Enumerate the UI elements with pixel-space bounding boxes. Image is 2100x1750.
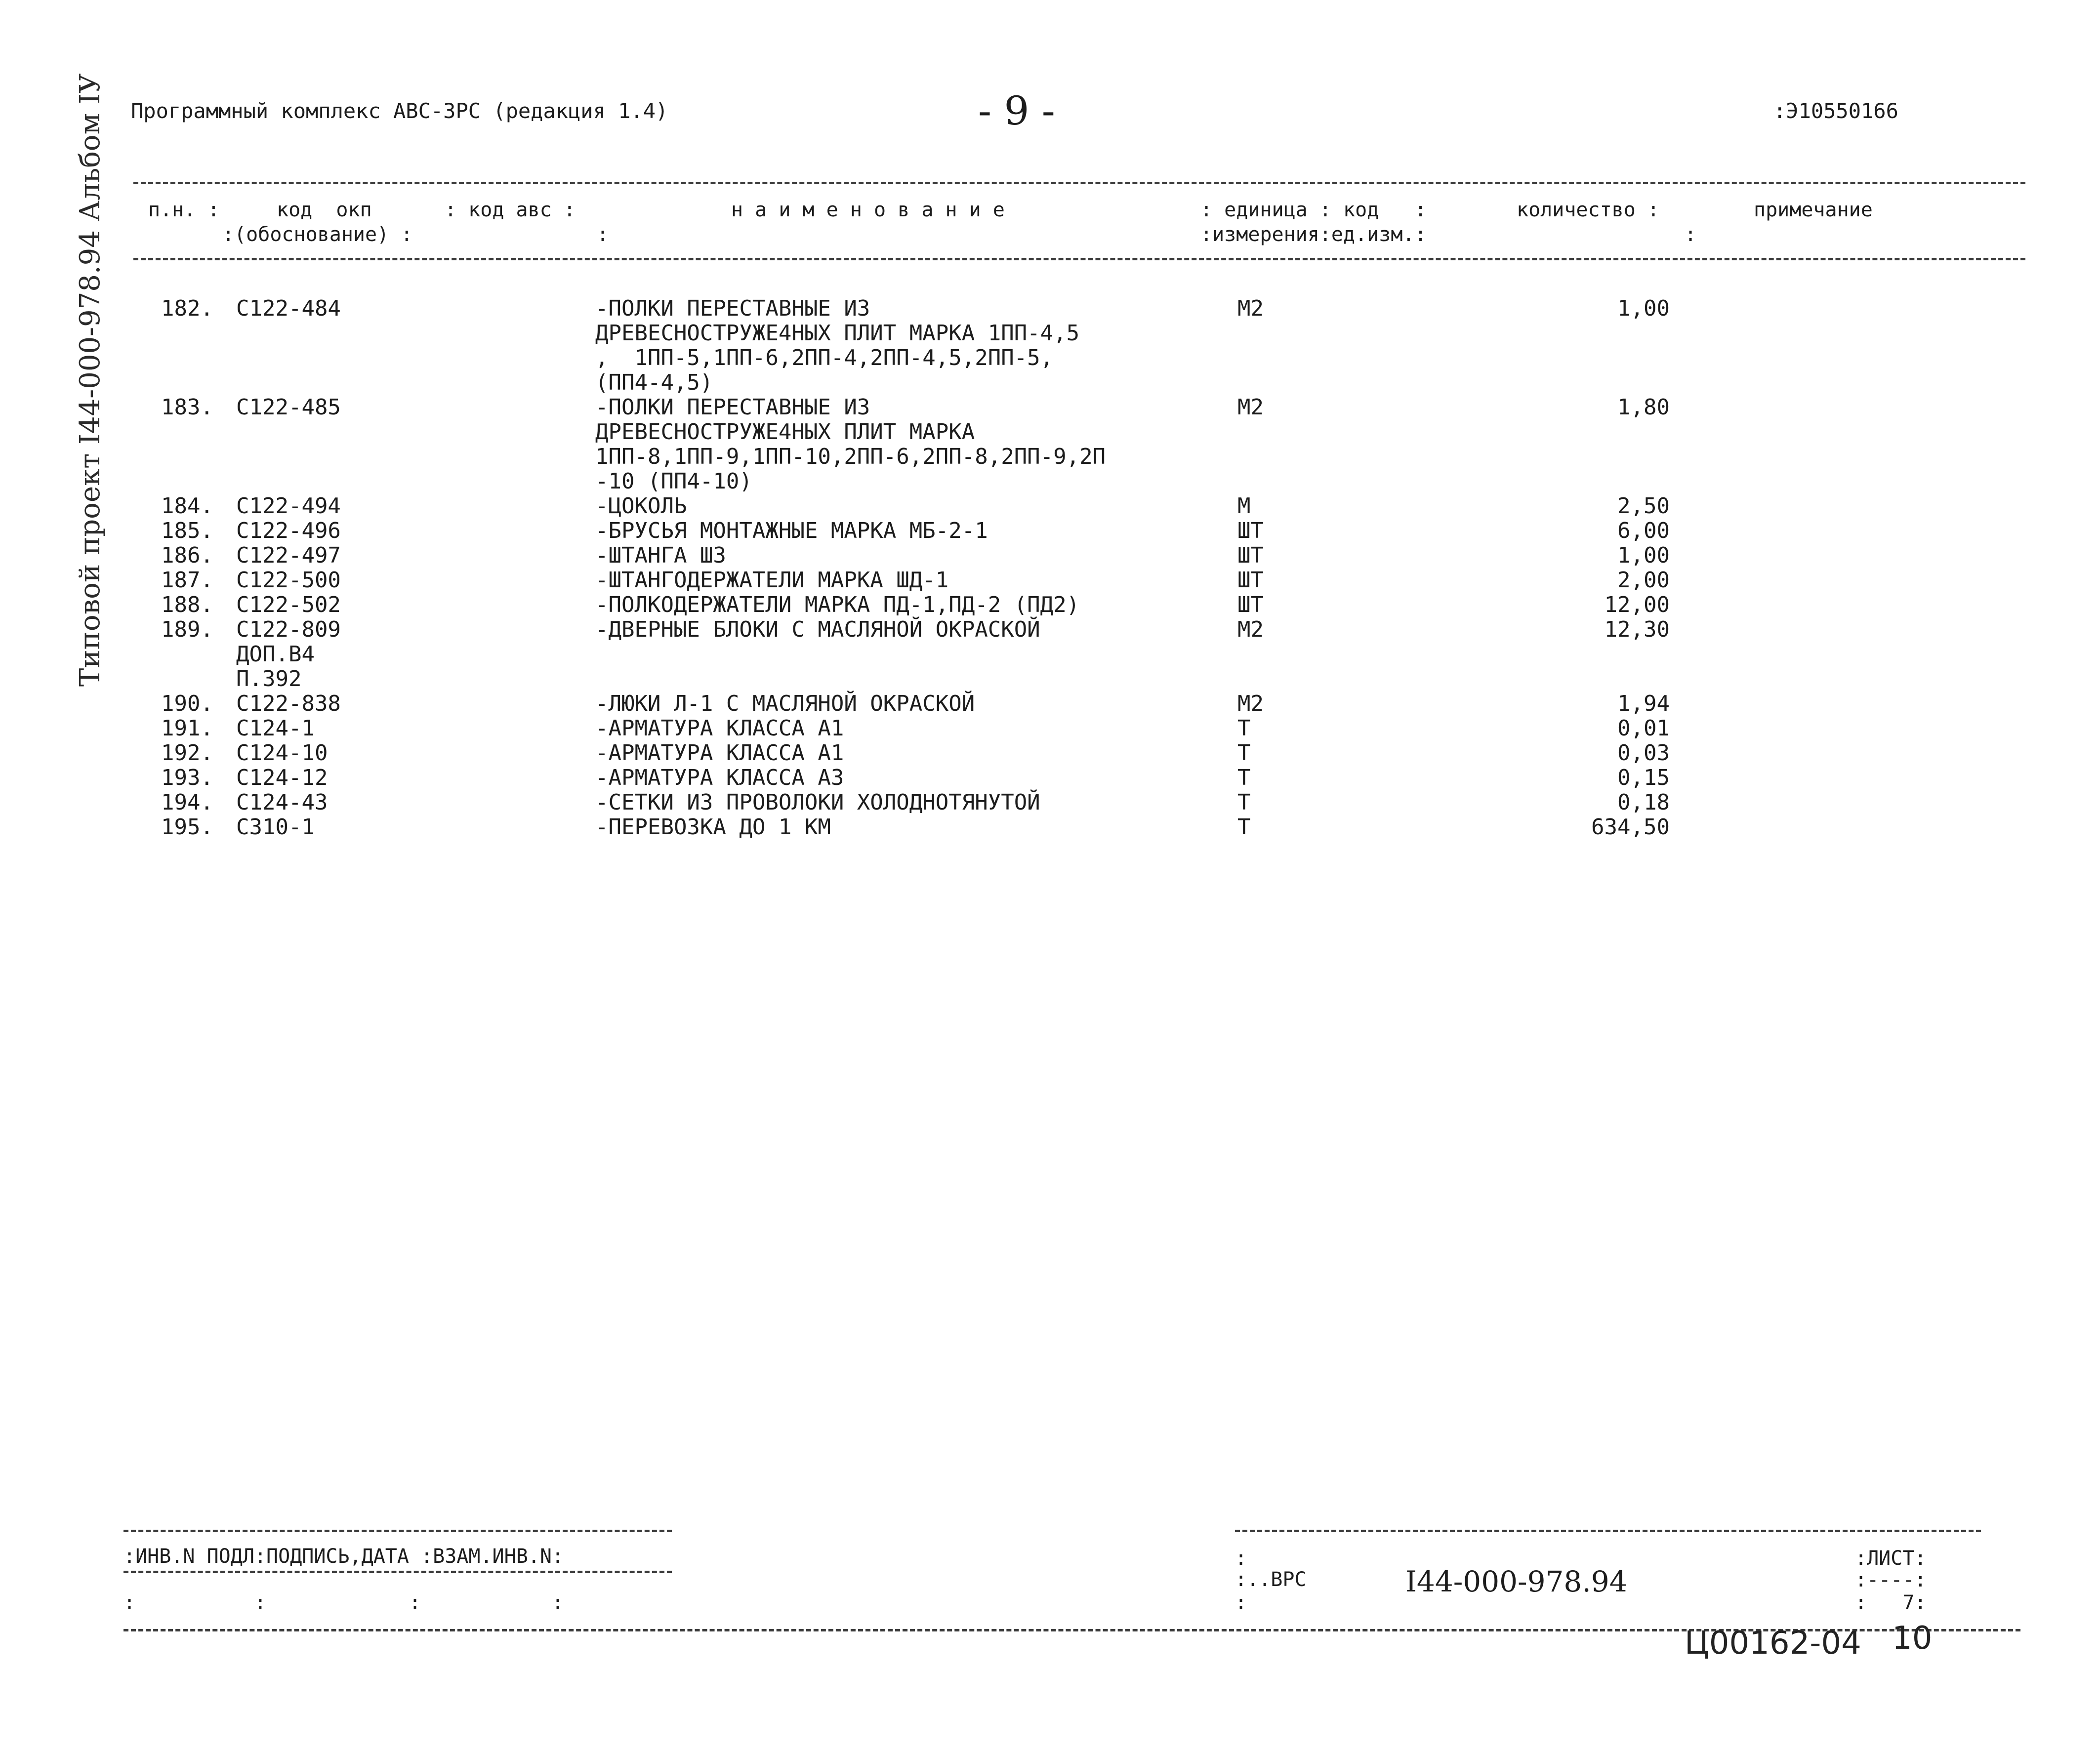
row-name-line: -АРМАТУРА КЛАССА А1 (595, 716, 844, 741)
row-quantity: 1,80 (1617, 395, 1670, 420)
program-title: Программный комплекс АВС-3РС (редакция 1.4) (131, 99, 668, 123)
row-number: 192. (161, 740, 213, 766)
row-code-extra: П.392 (236, 666, 302, 692)
row-quantity: 2,00 (1617, 568, 1670, 593)
row-code: С124-1 (236, 716, 315, 741)
row-quantity: 0,01 (1617, 716, 1670, 741)
row-code: С122-494 (236, 493, 341, 519)
row-quantity: 0,18 (1617, 790, 1670, 815)
stamp-right-mark-top: : (1235, 1547, 1247, 1570)
row-code: С122-838 (236, 691, 341, 716)
row-quantity: 1,94 (1617, 691, 1670, 716)
side-album-label: Типовой проект I44-000-978.94 Альбом IУ (74, 73, 106, 687)
row-unit: ШТ (1237, 543, 1264, 568)
row-unit: ШТ (1237, 518, 1264, 543)
row-code: С122-496 (236, 518, 341, 543)
row-name-line: -АРМАТУРА КЛАССА А3 (595, 765, 844, 790)
stamp-right-top-rule (1235, 1530, 1981, 1532)
row-quantity: 12,00 (1604, 592, 1670, 617)
row-unit: Т (1237, 814, 1251, 840)
sheet-separator: :----: (1855, 1569, 1927, 1591)
row-quantity: 634,50 (1591, 814, 1670, 840)
row-number: 195. (161, 814, 213, 840)
page-number: - 9 - (978, 88, 1055, 134)
row-number: 185. (161, 518, 213, 543)
row-quantity: 1,00 (1617, 543, 1670, 568)
row-name-line: -ШТАНГОДЕРЖАТЕЛИ МАРКА ШД-1 (595, 568, 949, 593)
stamp-left-top-rule (124, 1530, 672, 1532)
row-quantity: 1,00 (1617, 296, 1670, 321)
col-unit-header-2: :измерения:ед.изм.: (1200, 223, 1427, 246)
row-name-line: -ЛЮКИ Л-1 С МАСЛЯНОЙ ОКРАСКОЙ (595, 691, 975, 716)
handwritten-archive-number: Ц00162-04 (1685, 1625, 1861, 1662)
sheet-label: :ЛИСТ: (1855, 1547, 1927, 1570)
row-code: С122-485 (236, 395, 341, 420)
row-code: С122-502 (236, 592, 341, 617)
col-pn-header: п.н. : (148, 199, 220, 221)
col-okp-header: код окп (277, 199, 372, 221)
row-name-line: -СЕТКИ ИЗ ПРОВОЛОКИ ХОЛОДНОТЯНУТОЙ (595, 790, 1040, 815)
row-name-line: -БРУСЬЯ МОНТАЖНЫЕ МАРКА МБ-2-1 (595, 518, 988, 543)
row-quantity: 12,30 (1604, 617, 1670, 642)
row-code-extra: ДОП.В4 (236, 642, 315, 667)
col-unit-header: : единица : код : (1200, 199, 1427, 221)
row-code: С122-809 (236, 617, 341, 642)
row-quantity: 6,00 (1617, 518, 1670, 543)
row-unit: М2 (1237, 395, 1264, 420)
row-code: С122-497 (236, 543, 341, 568)
row-name-line: -ПОЛКОДЕРЖАТЕЛИ МАРКА ПД-1,ПД-2 (ПД2) (595, 592, 1080, 617)
row-code: С310-1 (236, 814, 315, 840)
row-name-line: ДРЕВЕСНОСТРУЖЕ4НЫХ ПЛИТ МАРКА 1ПП-4,5 (595, 321, 1080, 346)
stamp-left-labels: :ИНВ.N ПОДЛ:ПОДПИСЬ,ДАТА :ВЗАМ.ИНВ.N: (124, 1545, 564, 1568)
row-number: 189. (161, 617, 213, 642)
row-code: С124-10 (236, 740, 328, 766)
row-unit: М2 (1237, 296, 1264, 321)
row-name-line: , 1ПП-5,1ПП-6,2ПП-4,2ПП-4,5,2ПП-5, (595, 345, 1054, 370)
row-number: 188. (161, 592, 213, 617)
row-unit: Т (1237, 765, 1251, 790)
row-code: С122-484 (236, 296, 341, 321)
handwritten-sheet-number: 10 (1892, 1620, 1933, 1657)
table-top-rule (133, 182, 2025, 184)
row-number: 190. (161, 691, 213, 716)
stamp-brs: :..ВРС (1235, 1568, 1307, 1591)
row-number: 187. (161, 568, 213, 593)
row-name-line: -ПОЛКИ ПЕРЕСТАВНЫЕ ИЗ (595, 395, 870, 420)
row-number: 183. (161, 395, 213, 420)
row-name-line: -АРМАТУРА КЛАССА А1 (595, 740, 844, 766)
row-number: 184. (161, 493, 213, 519)
row-unit: М2 (1237, 691, 1264, 716)
row-name-line: -10 (ПП4-10) (595, 469, 752, 494)
document-code: :Э10550166 (1773, 99, 1898, 123)
col-qty-header-2: : (1685, 223, 1697, 246)
stamp-left-cells: : : : : (124, 1591, 564, 1614)
row-name-line: ДРЕВЕСНОСТРУЖЕ4НЫХ ПЛИТ МАРКА (595, 419, 975, 445)
row-number: 182. (161, 296, 213, 321)
sheet-number: : 7: (1855, 1591, 1927, 1614)
row-name-line: 1ПП-8,1ПП-9,1ПП-10,2ПП-6,2ПП-8,2ПП-9,2П (595, 444, 1106, 469)
stamp-right-mark-bottom: : (1235, 1591, 1247, 1614)
row-number: 193. (161, 765, 213, 790)
row-name-line: -ПОЛКИ ПЕРЕСТАВНЫЕ ИЗ (595, 296, 870, 321)
stamp-left-mid-rule (124, 1571, 672, 1573)
col-abc-header-2: : (597, 223, 609, 246)
row-name-line: (ПП4-4,5) (595, 370, 713, 395)
stamp-doc-code: I44-000-978.94 (1405, 1565, 1628, 1598)
row-unit: Т (1237, 740, 1251, 766)
row-unit: Т (1237, 716, 1251, 741)
row-quantity: 0,15 (1617, 765, 1670, 790)
table-head-rule (133, 258, 2025, 260)
row-unit: ШТ (1237, 568, 1264, 593)
row-code: С122-500 (236, 568, 341, 593)
col-okp-header-2: :(обоснование) : (222, 223, 413, 246)
row-quantity: 2,50 (1617, 493, 1670, 519)
row-number: 186. (161, 543, 213, 568)
col-abc-header: : код авс : (445, 199, 576, 221)
row-unit: ШТ (1237, 592, 1264, 617)
row-name-line: -ШТАНГА ШЗ (595, 543, 726, 568)
row-code: С124-12 (236, 765, 328, 790)
row-code: С124-43 (236, 790, 328, 815)
row-number: 194. (161, 790, 213, 815)
row-unit: М2 (1237, 617, 1264, 642)
row-name-line: -ДВЕРНЫЕ БЛОКИ С МАСЛЯНОЙ ОКРАСКОЙ (595, 617, 1040, 642)
col-note-header: примечание (1754, 199, 1873, 221)
row-quantity: 0,03 (1617, 740, 1670, 766)
col-qty-header: количество : (1517, 199, 1659, 221)
row-name-line: -ПЕРЕВОЗКА ДО 1 КМ (595, 814, 831, 840)
row-unit: Т (1237, 790, 1251, 815)
row-name-line: -ЦОКОЛЬ (595, 493, 687, 519)
row-unit: М (1237, 493, 1251, 519)
row-number: 191. (161, 716, 213, 741)
col-name-header: н а и м е н о в а н и е (731, 199, 1005, 221)
